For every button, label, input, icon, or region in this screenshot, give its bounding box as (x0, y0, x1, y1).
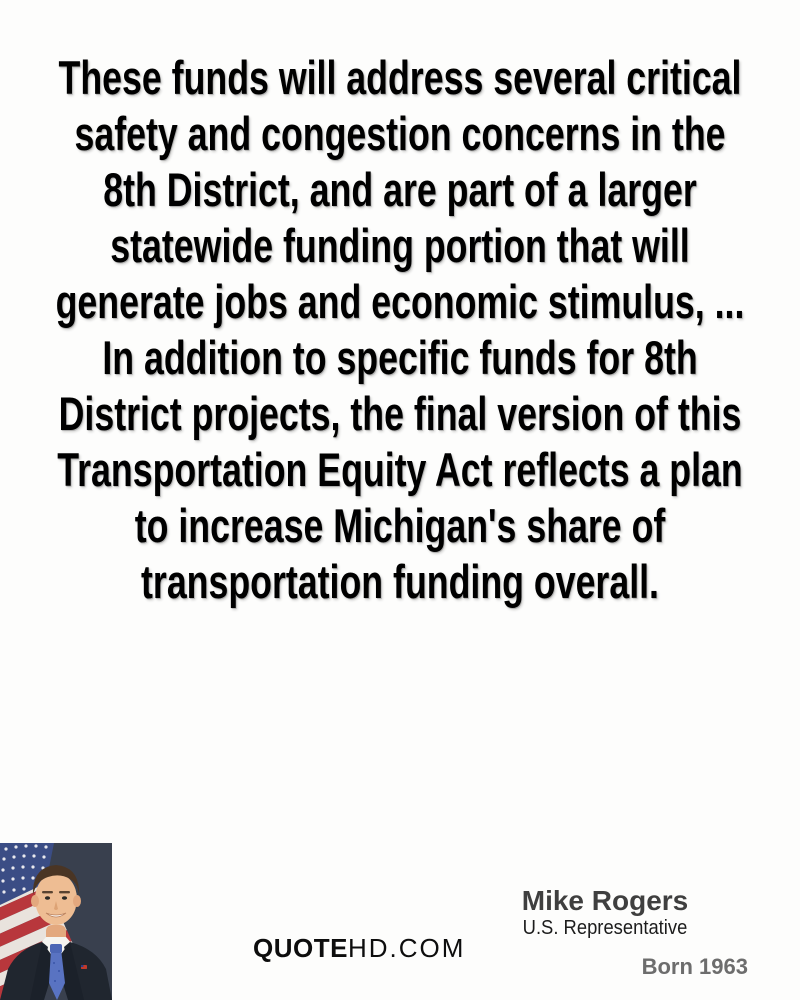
quotehd-logo (253, 933, 465, 963)
quote-line: generate jobs and economic stimulus, ... (55, 275, 745, 328)
author-name: Mike Rogers (521, 885, 689, 916)
author-born-year: Born 1963 (641, 954, 748, 979)
quote-line: safety and congestion concerns in the (74, 107, 726, 160)
quote-text (20, 50, 780, 610)
quotehd-logo-bold: QUOTE (253, 933, 348, 963)
quote-line: to increase Michigan's share of (134, 499, 666, 552)
quotehd-logo-light: HD.COM (347, 933, 466, 963)
quote-line: District projects, the final version of this (58, 387, 742, 440)
quote-line: In addition to specific funds for 8th (102, 331, 698, 384)
quote-line: These funds will address several critical (58, 51, 742, 104)
quote-line: 8th District, and are part of a larger (103, 163, 697, 216)
author-title: U.S. Representative (522, 917, 688, 939)
author-attribution (470, 884, 740, 940)
quote-line: transportation funding overall. (141, 555, 659, 608)
author-photo (0, 843, 112, 1000)
quote-line: Transportation Equity Act reflects a plan (57, 443, 743, 496)
quote-line: statewide funding portion that will (110, 219, 690, 272)
